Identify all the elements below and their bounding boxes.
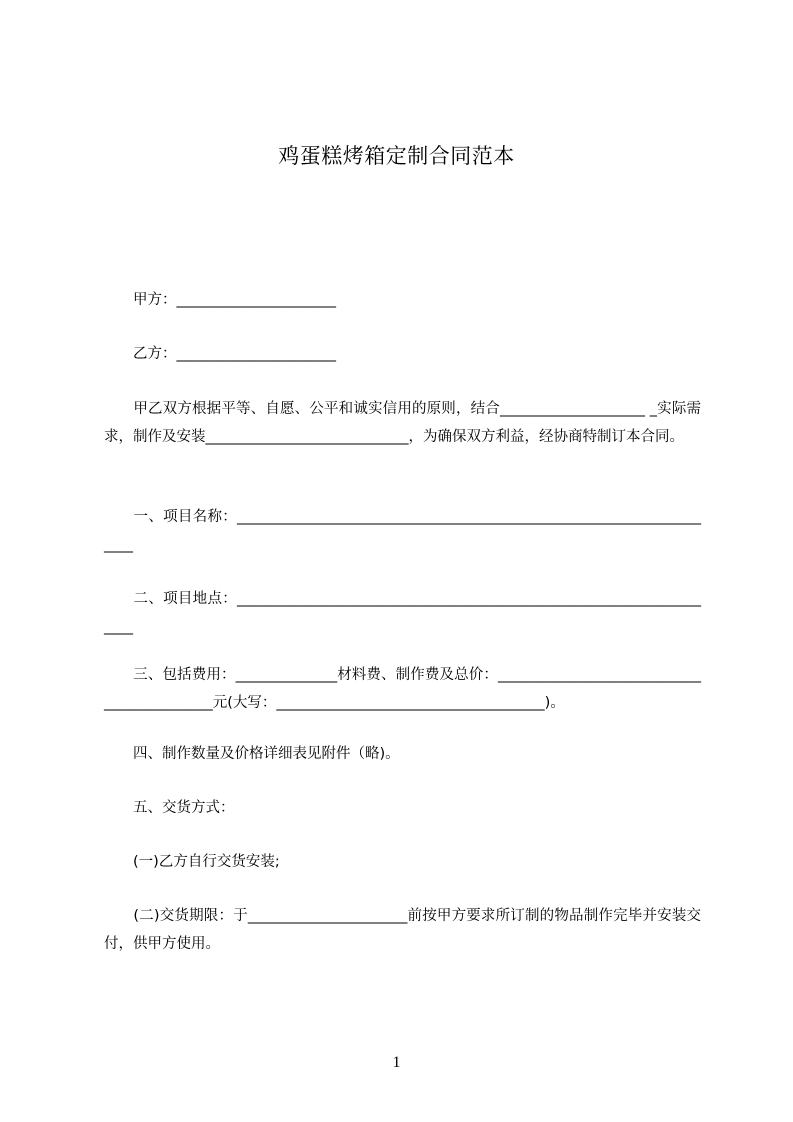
clause-project-location: 二、项目地点：____________________________________________________________________ bbox=[104, 591, 701, 635]
clause-project-name: 一、项目名称：____________________________________________________________________ bbox=[104, 509, 701, 553]
party-b-line: 乙方：______________________ bbox=[104, 346, 336, 362]
party-a-line: 甲方：______________________ bbox=[104, 292, 336, 308]
document-title: 鸡蛋糕烤箱定制合同范本 bbox=[278, 144, 515, 168]
delivery-item-2: (二)交货期限：于______________________前按甲方要求所订制的物品制作完毕并安装交付，供甲方使用。 bbox=[104, 908, 701, 952]
page-number: 1 bbox=[392, 1054, 401, 1071]
clause-delivery-method: 五、交货方式： bbox=[104, 800, 235, 816]
preamble-paragraph: 甲乙双方根据平等、自愿、公平和诚实信用的原则，结合____________________ _实际需求，制作及安装____________________________，为确保双方利益，经协商特制订本合同。 bbox=[104, 401, 701, 445]
delivery-item-1: (一)乙方自行交货安装; bbox=[104, 854, 280, 870]
clause-quantity-price: 四、制作数量及价格详细表见附件（略)。 bbox=[104, 746, 400, 762]
clause-fees: 三、包括费用：______________材料费、制作费及总价：___________________________________________元(大写：_____________________________________)。 bbox=[104, 667, 701, 711]
